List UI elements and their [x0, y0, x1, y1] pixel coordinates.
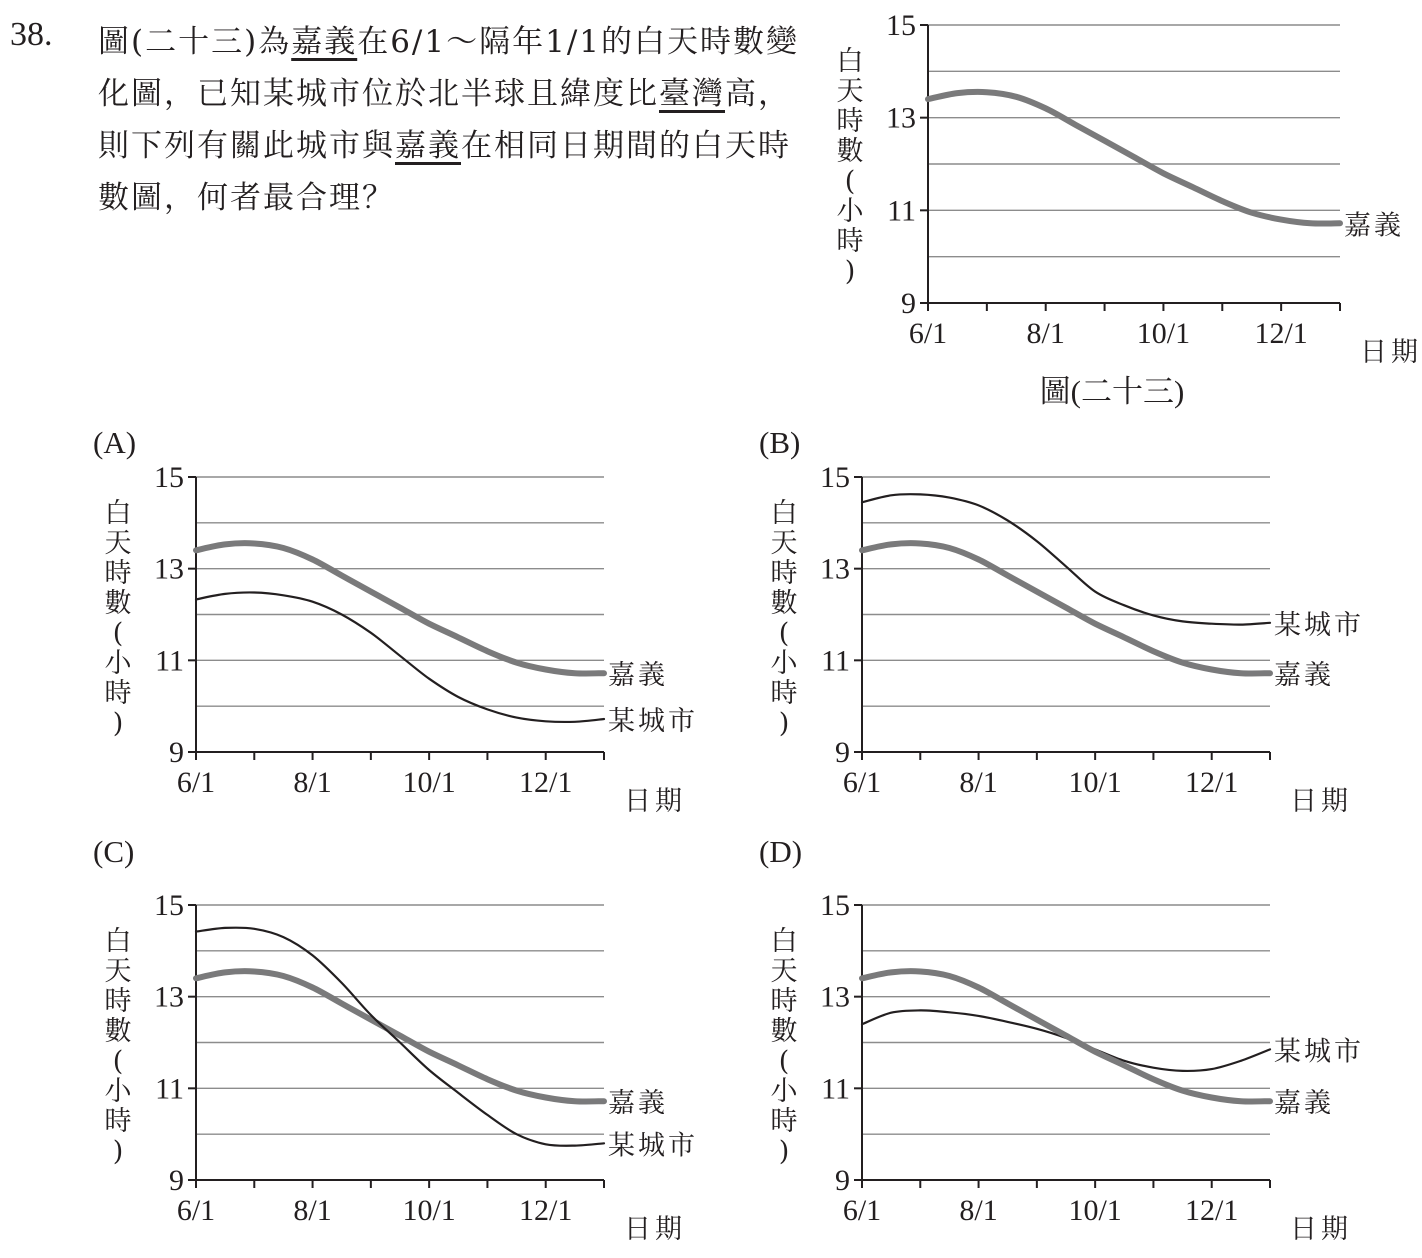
- y-tick-label: 13: [154, 552, 184, 586]
- series-line: [196, 971, 604, 1101]
- y-axis-title-char: 天: [104, 956, 132, 987]
- x-tick-label: 8/1: [293, 766, 332, 799]
- x-tick-label: 12/1: [519, 766, 573, 799]
- question-part-underlined: 嘉義: [395, 128, 461, 164]
- y-axis-title-char: 數: [104, 1016, 132, 1047]
- y-axis-title-char: 數: [770, 588, 798, 619]
- y-axis-title-char: 小: [104, 1076, 132, 1107]
- y-axis-title-char: 小: [770, 1076, 798, 1107]
- y-tick-label: 15: [154, 889, 184, 922]
- x-tick-label: 8/1: [959, 1194, 998, 1227]
- panel-label: (D): [759, 834, 803, 869]
- series-label: 某城市: [1274, 1036, 1364, 1068]
- y-axis-title: [837, 46, 865, 287]
- series-line: [928, 92, 1340, 224]
- y-tick-label: 15: [154, 461, 184, 494]
- series-label: 嘉義: [1344, 210, 1404, 242]
- y-axis-title: [105, 498, 133, 739]
- y-axis-title-char: 時: [770, 986, 798, 1017]
- y-axis-title-char: 時: [104, 1106, 132, 1137]
- y-axis-title-char: 時: [770, 1106, 798, 1137]
- y-axis-title-char: 時: [104, 986, 132, 1017]
- question-part: 圖(二十三)為: [98, 24, 292, 60]
- y-axis-title-char: 白: [104, 926, 132, 957]
- y-axis-title-char: ): [112, 708, 124, 739]
- series-label: 嘉義: [608, 1088, 668, 1120]
- question-part-underlined: 臺灣: [659, 76, 725, 112]
- y-axis-title-char: 小: [770, 648, 798, 679]
- x-tick-label: 8/1: [1026, 317, 1065, 350]
- y-tick-label: 11: [887, 194, 916, 228]
- y-tick-label: 9: [835, 1164, 850, 1197]
- y-axis-title-char: 白: [770, 926, 798, 957]
- y-axis-title-char: ): [112, 1136, 124, 1167]
- y-axis-title-char: ): [778, 708, 790, 739]
- x-axis-title: 日期: [624, 786, 686, 817]
- series-line: [862, 971, 1270, 1101]
- y-axis-title: [771, 498, 799, 739]
- y-axis-title-char: 天: [104, 528, 132, 559]
- y-tick-label: 11: [821, 644, 850, 678]
- y-axis-title-char: 天: [836, 76, 864, 107]
- y-axis-title: [771, 926, 799, 1167]
- y-axis-title-char: 時: [836, 226, 864, 257]
- x-axis-title: 日期: [624, 1214, 686, 1245]
- y-tick-label: 13: [154, 980, 184, 1014]
- y-axis-title-char: 時: [104, 678, 132, 709]
- y-tick-label: 13: [886, 101, 916, 135]
- x-tick-label: 10/1: [1136, 317, 1191, 350]
- x-tick-label: 8/1: [293, 1194, 332, 1227]
- y-axis-title-char: 小: [836, 196, 864, 227]
- chart-A: [93, 425, 698, 817]
- x-axis-title: 日期: [1290, 786, 1352, 817]
- y-axis-title-char: (: [778, 618, 790, 649]
- x-tick-label: 6/1: [908, 317, 948, 350]
- y-axis-title-char: (: [112, 618, 124, 649]
- y-tick-label: 11: [821, 1072, 850, 1106]
- x-tick-label: 10/1: [1068, 766, 1122, 799]
- question-part: 在6/1～隔年1/1的白天時數變化圖，已知某城市位於北半球且緯度比: [98, 24, 799, 112]
- y-tick-label: 9: [169, 736, 184, 769]
- y-axis-title-char: 數: [104, 588, 132, 619]
- y-axis-title-char: ): [778, 1136, 790, 1167]
- panel-label: (B): [759, 425, 801, 460]
- y-axis-title-char: 時: [104, 558, 132, 589]
- series-label: 嘉義: [1274, 1088, 1334, 1120]
- y-axis-title-char: ): [844, 256, 856, 287]
- y-axis-title-char: 天: [770, 956, 798, 987]
- question-part: 高，則下列有關此城市與: [98, 76, 791, 164]
- x-tick-label: 12/1: [1185, 766, 1239, 799]
- x-tick-label: 12/1: [1254, 317, 1308, 350]
- y-axis-title-char: (: [844, 166, 856, 197]
- series-label: 某城市: [608, 706, 698, 737]
- y-tick-label: 11: [155, 644, 184, 678]
- y-axis-title-char: 天: [770, 528, 798, 559]
- y-axis-title-char: (: [112, 1046, 124, 1077]
- series-label: 嘉義: [1274, 660, 1334, 692]
- y-axis-title-char: 白: [104, 498, 132, 529]
- question-part-underlined: 嘉義: [291, 24, 358, 60]
- panel-label: (A): [93, 425, 137, 460]
- x-tick-label: 10/1: [402, 766, 456, 799]
- y-tick-label: 15: [820, 461, 850, 494]
- x-tick-label: 8/1: [959, 766, 998, 799]
- x-tick-label: 10/1: [402, 1194, 456, 1227]
- series-label: 嘉義: [608, 660, 668, 692]
- y-tick-label: 9: [169, 1164, 184, 1197]
- chart-B: [759, 425, 1364, 817]
- chart-D: [759, 834, 1364, 1245]
- y-axis-title-char: 白: [836, 46, 864, 77]
- y-axis-title-char: 時: [836, 106, 864, 137]
- question-part: 在相同日期間的白天時數圖，何者最合理？: [98, 128, 791, 216]
- series-line: [862, 543, 1270, 673]
- question-number: 38.: [10, 16, 53, 53]
- x-tick-label: 6/1: [176, 766, 216, 799]
- y-tick-label: 15: [886, 9, 916, 42]
- y-axis-title-char: 數: [836, 136, 864, 167]
- x-tick-label: 10/1: [1068, 1194, 1122, 1227]
- chart-C: [93, 834, 698, 1245]
- y-tick-label: 13: [820, 980, 850, 1014]
- x-tick-label: 6/1: [842, 1194, 882, 1227]
- y-tick-label: 13: [820, 552, 850, 586]
- y-tick-label: 9: [835, 736, 850, 769]
- y-axis-title-char: 時: [770, 558, 798, 589]
- y-tick-label: 15: [820, 889, 850, 922]
- x-tick-label: 12/1: [1185, 1194, 1239, 1227]
- x-tick-label: 6/1: [842, 766, 882, 799]
- series-line: [196, 592, 604, 722]
- y-axis-title: [105, 926, 133, 1167]
- y-tick-label: 11: [155, 1072, 184, 1106]
- y-axis-title-char: 時: [770, 678, 798, 709]
- x-tick-label: 12/1: [519, 1194, 573, 1227]
- panel-label: (C): [93, 834, 135, 869]
- y-axis-title-char: 小: [104, 648, 132, 679]
- chart-fig23: [837, 9, 1422, 368]
- y-axis-title-char: 數: [770, 1016, 798, 1047]
- x-axis-title: 日期: [1290, 1214, 1352, 1245]
- series-label: 某城市: [1274, 609, 1364, 641]
- x-axis-title: 日期: [1360, 337, 1422, 368]
- series-line: [196, 543, 604, 673]
- y-axis-title-char: 白: [770, 498, 798, 529]
- series-label: 某城市: [608, 1130, 698, 1162]
- x-tick-label: 6/1: [176, 1194, 216, 1227]
- figure-caption: 圖(二十三): [1039, 374, 1185, 409]
- y-axis-title-char: (: [778, 1046, 790, 1077]
- y-tick-label: 9: [901, 287, 916, 320]
- series-line: [862, 1010, 1270, 1071]
